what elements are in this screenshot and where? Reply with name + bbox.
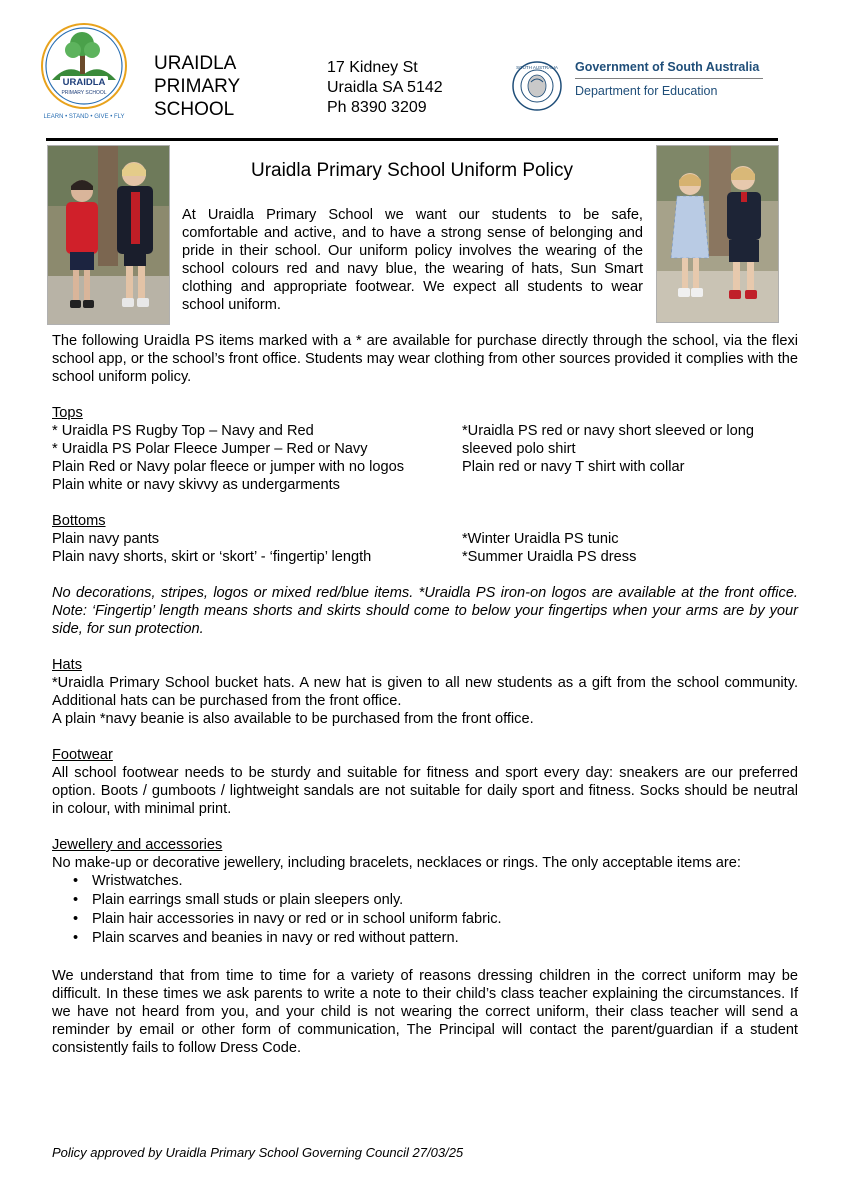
school-name-line: URAIDLA xyxy=(154,53,237,74)
footwear-paragraph: All school footwear needs to be sturdy and suitable for fitness and sport every day: sneakers are our preferred option. Boots / gumboots / lightweight sandals are not suitable for daily sport and fitness. Socks should be neutral in colour, with minimal print. xyxy=(52,765,798,817)
tops-item: Plain white or navy skivvy as undergarments xyxy=(52,477,340,493)
gov-divider xyxy=(575,78,763,79)
list-item: • Plain scarves and beanies in navy or red without pattern. xyxy=(92,929,798,948)
header-rule xyxy=(46,138,778,141)
tops-right-column xyxy=(462,422,754,476)
address-line: 17 Kidney St xyxy=(327,59,418,76)
footwear-section xyxy=(52,746,798,818)
bottoms-right-column xyxy=(462,530,636,566)
footer-approval: Policy approved by Uraidla Primary School Governing Council 27/03/25 xyxy=(52,1145,464,1160)
bottoms-item: *Summer Uraidla PS dress xyxy=(462,549,637,565)
address-line: Ph 8390 3209 xyxy=(327,99,427,116)
tops-item: * Uraidla PS Polar Fleece Jumper – Red or Navy xyxy=(52,441,368,457)
hats-paragraph: *Uraidla Primary School bucket hats. A new hat is given to all new students as a gift from the school community. Additional hats can be purchased from the front office. xyxy=(52,675,798,709)
tops-item: sleeved polo shirt xyxy=(462,441,576,457)
school-logo xyxy=(38,22,130,122)
bottoms-item: *Winter Uraidla PS tunic xyxy=(462,531,619,547)
school-name-line: SCHOOL xyxy=(154,99,235,120)
hats-section xyxy=(52,656,798,728)
address-line: Uraidla SA 5142 xyxy=(327,79,443,96)
jewellery-list xyxy=(52,872,798,948)
logo-motto: LEARN • STAND • GIVE • FLY xyxy=(43,114,125,120)
tops-item: Plain Red or Navy polar fleece or jumper with no logos xyxy=(52,459,405,475)
jewellery-paragraph: No make-up or decorative jewellery, including bracelets, necklaces or rings. The only acceptable items are: xyxy=(52,855,741,871)
footwear-heading: Footwear xyxy=(52,747,113,763)
jewellery-section xyxy=(52,836,798,948)
jewellery-heading: Jewellery and accessories xyxy=(52,837,223,853)
students-photo-right xyxy=(656,145,779,323)
hats-beanie-note: A plain *navy beanie is also available to be purchased from the front office. xyxy=(52,711,534,727)
closing-paragraph: We understand that from time to time for a variety of reasons dressing children in the correct uniform may be difficult. In these times we ask parents to write a note to their child’s class teacher explaining the circumstances. If we have not heard from you, and your child is not wearing the correct uniform, their class teacher will send a reminder by email or other form of communication, The Principal will contact the parent/guardian if a student consistently fails to follow Dress Code. xyxy=(52,968,798,1056)
bottoms-item: Plain navy shorts, skirt or ‘skort’ - ‘fingertip’ length xyxy=(52,549,372,565)
intro-paragraph: At Uraidla Primary School we want our students to be safe, comfortable and active, and to have a strong sense of belonging and pride in their school. Our uniform policy involves the wearing of the school colours red and navy blue, the wearing of hats, Sun Smart clothing and appropriate footwear. We expect all students to wear school uniform. xyxy=(182,207,643,313)
bottoms-section xyxy=(52,512,798,566)
tops-item: *Uraidla PS red or navy short sleeved or long xyxy=(462,423,755,439)
page-title: Uraidla Primary School Uniform Policy xyxy=(250,160,574,181)
bottoms-note: No decorations, stripes, logos or mixed red/blue items. *Uraidla PS iron-on logos are available at the front office. Note: ‘Fingertip’ length means shorts and skirts should come to below your fingertips when your arms are by your side, for sun protection. xyxy=(52,585,798,637)
list-item: • Plain earrings small studs or plain sleepers only. xyxy=(92,891,798,910)
tops-heading: Tops xyxy=(52,405,83,421)
hats-heading: Hats xyxy=(52,657,83,673)
logo-subtext: PRIMARY SCHOOL xyxy=(61,90,107,96)
crest-text: SOUTH AUSTRALIA xyxy=(516,65,558,70)
school-address xyxy=(327,58,443,118)
school-name-line: PRIMARY xyxy=(154,76,241,97)
list-item: • Plain hair accessories in navy or red or in school uniform fabric. xyxy=(92,910,798,929)
students-photo-left xyxy=(47,145,170,325)
list-item: • Wristwatches. xyxy=(92,872,798,891)
gov-department: Department for Education xyxy=(575,84,718,98)
gov-name: Government of South Australia xyxy=(575,60,760,74)
gov-crest-icon xyxy=(511,60,563,112)
school-name xyxy=(154,52,240,121)
tops-item: * Uraidla PS Rugby Top – Navy and Red xyxy=(52,423,314,439)
purchase-note: The following Uraidla PS items marked with a * are available for purchase directly through the school, via the flexi school app, or the school’s front office. Students may wear clothing from other sources provided it complies with the school uniform policy. xyxy=(52,333,798,385)
logo-text: URAIDLA xyxy=(62,77,106,88)
gov-branding xyxy=(575,60,763,98)
tops-item: Plain red or navy T shirt with collar xyxy=(462,459,685,475)
bottoms-heading: Bottoms xyxy=(52,513,106,529)
bottoms-item: Plain navy pants xyxy=(52,531,160,547)
